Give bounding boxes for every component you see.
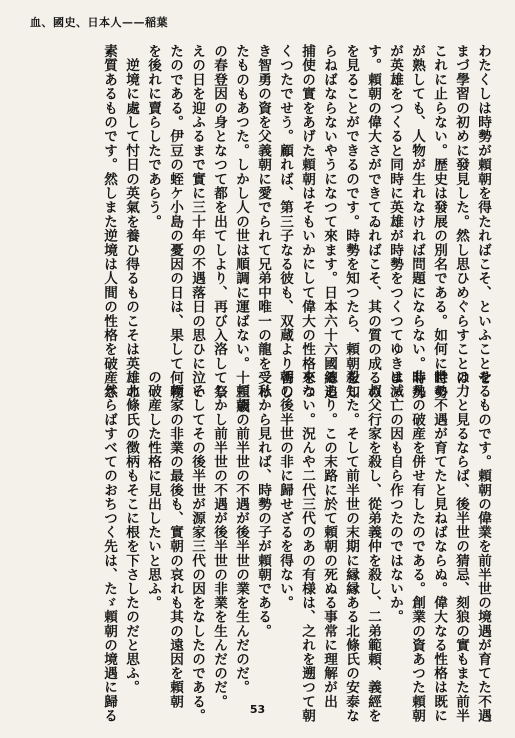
text-line: 頼家の非業の最後も、實朝の哀れも其の遠因を頼朝 bbox=[167, 370, 183, 709]
text-line: き智勇の資を父義朝に愛でられて兄弟中唯一の龍を受け bbox=[255, 44, 271, 399]
page-number: 53 bbox=[249, 703, 266, 716]
text-line: たのである。伊豆の蛭ケ小島の憂因の日は、果して何物 bbox=[167, 44, 183, 399]
text-line: 叔父行家を殺し、從弟義仲を殺し、二弟範頼、義經を bbox=[365, 370, 381, 723]
text-line: を見ることができるのです。時勢を知つたら、頼朝を知 bbox=[343, 44, 359, 399]
text-line: 然らばすべてのおちつく先は、たゞ頼朝の境遇に歸る bbox=[101, 370, 117, 723]
text-line: わたくしは時勢が頼朝を得たればこそ、といふことを bbox=[475, 44, 491, 385]
text-line: えの日を迎ふるまで實に三十年の不遇落日の思ひに泣い bbox=[189, 44, 205, 399]
running-header: 血、國史、日本人——稲葉 bbox=[30, 16, 168, 29]
text-line: くつたでせう。顧れば、第三子なる彼も、双蔵より香し bbox=[277, 44, 293, 399]
text-line: 北條氏の徴柄もそこに根を下さしたのだと思ふ。 bbox=[123, 370, 139, 695]
text-line: 頼朝の前半世の不遇が後半世の業を生んだのだ。 bbox=[233, 370, 249, 695]
text-line: を後れに賣らしたであらう。 bbox=[145, 44, 161, 229]
text-line: これに止らない。歴史は發展の別名である。如何に時勢 bbox=[431, 44, 447, 399]
text-line: 私から見れば、時勢の子が頼朝である。 bbox=[255, 370, 271, 638]
text-line: す。頼朝の偉大さができてゐればこそ、其の質の成るの bbox=[365, 44, 381, 399]
text-line: 世の不遇が育てたと見ねばならぬ。偉大なる性格は既に bbox=[431, 370, 447, 723]
text-line: しかし前半世の不遇が後半世の非業を生んだのだ。 bbox=[211, 370, 227, 709]
text-line: まづ學習の初めに發見した。然し思ひめぐらすことは、 bbox=[453, 44, 469, 399]
text-line: は滅亡の因も自ら作つたのではないか。 bbox=[387, 370, 403, 624]
text-line: 素質あるものです。然しまた逆境は人間の性格を破産さ bbox=[101, 44, 117, 399]
text-line: らねばならないやうになつて來ます。日本六十六國總追 bbox=[321, 44, 337, 399]
text-line: たものもあつた。しかし人の世は順調に運ばない。十三歳 bbox=[233, 44, 249, 414]
text-line: の力と見るならば、後半世の猜忌、刻狼の實もまた前半 bbox=[453, 370, 469, 723]
text-line: 來ない。況んや二代三代のあの有様は、之れを遡つて朝 bbox=[299, 370, 315, 723]
text-line: せるものです。頼朝の偉業を前半世の境遇が育てた不遇 bbox=[475, 370, 491, 723]
text-line: 殺した。そして前半世の末期に縁縁ある北條氏の安泰な bbox=[343, 370, 359, 723]
text-line: 朝の後半世の非に歸せざるを得ない。 bbox=[277, 370, 293, 610]
text-line: 捕使の實をあげた頼朝はそもいかにして偉大の性格をつ bbox=[299, 44, 315, 399]
text-line: そしてその後半世が源家三代の因をなしたのである。 bbox=[189, 370, 205, 723]
text-line: の春登因の身となつて都を出てしより、再び入洛して祭 bbox=[211, 44, 227, 399]
text-block-upper bbox=[93, 44, 491, 414]
text-line: が熟しても、人物が生れなければ問題にならない。時勢 bbox=[409, 44, 425, 399]
text-line: の破産した性格に見出したいと思ふ。 bbox=[145, 370, 161, 610]
text-line: 逆境に處して忖日の英氣を養ひ得るものこそは英雄の bbox=[123, 44, 139, 399]
text-line: るあり。この末路に於て頼朝の死ぬる事常に理解が出 bbox=[321, 370, 337, 709]
text-line: 非凡の破産を併せ有したのである。創業の資あつた頼朝 bbox=[409, 370, 425, 723]
text-line: が英雄をつくると同時に英雄が時勢をつくつてゆきま bbox=[387, 44, 403, 385]
